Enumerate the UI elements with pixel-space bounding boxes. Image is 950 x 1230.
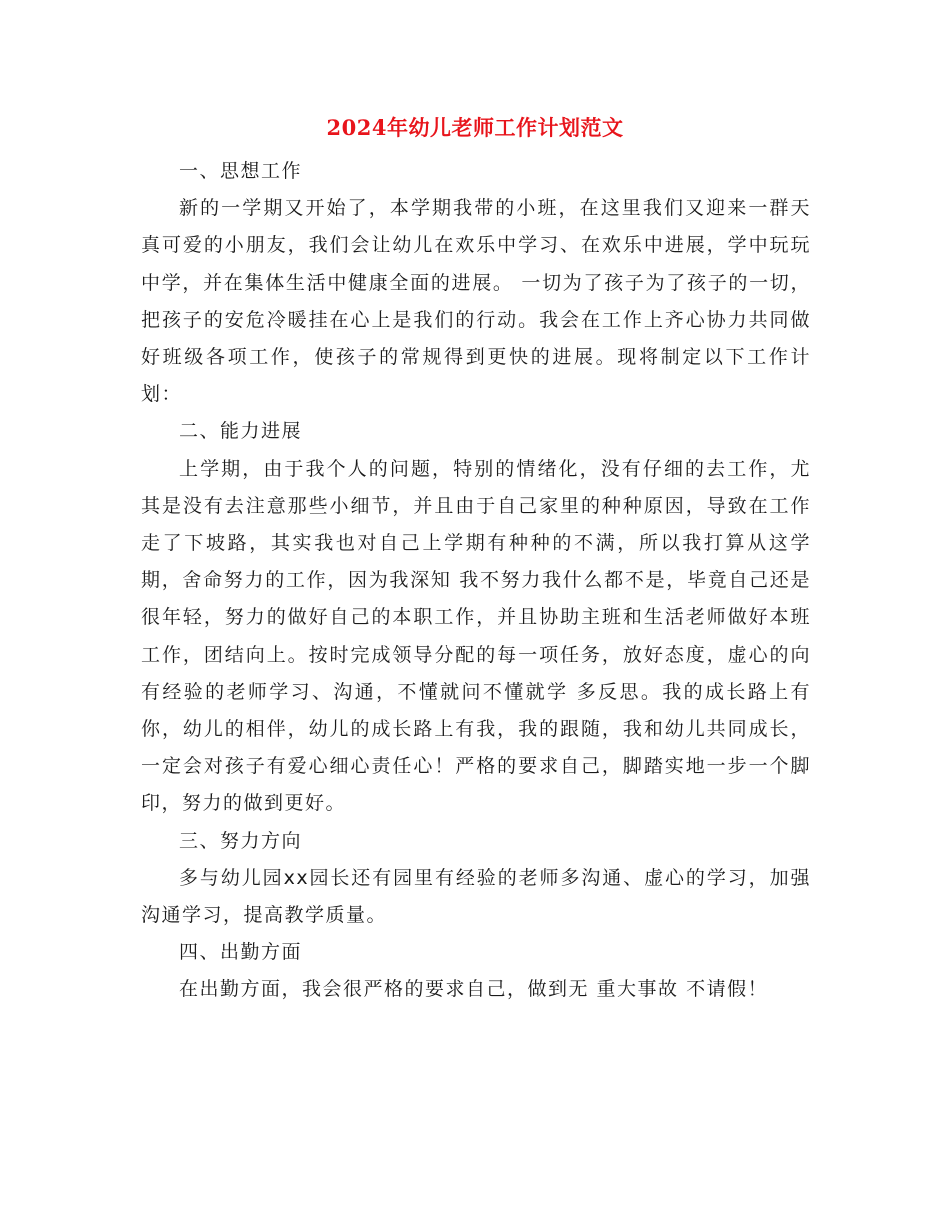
paragraph-effort-direction: 多与幼儿园xx园长还有园里有经验的老师多沟通、虚心的学习，加强沟通学习，提高教学质量。 [141,866,811,927]
document-title: 2024年幼儿老师工作计划范文 [326,115,624,140]
paragraph-attendance: 在出勤方面，我会很严格的要求自己，做到无 重大事故 不请假！ [179,978,769,1001]
section-heading-ability-progress: 二、能力进展 [179,420,303,443]
paragraph-thought-work: 新的一学期又开始了，本学期我带的小班，在这里我们又迎来一群天真可爱的小朋友，我们会让幼儿在欢乐中学习、在欢乐中进展，学中玩玩中学，并在集体生活中健康全面的进展。 一切为了孩子为了孩子的一切，把孩子的安危冷暖挂在心上是我们的行动。我会在工作上齐心协力共同做好班级各项工作，使孩子的常规得到更快的进展。现将制定以下工作计划： [141,197,811,406]
section-heading-thought-work: 一、思想工作 [179,160,303,182]
paragraph-ability-progress: 上学期，由于我个人的问题，特别的情绪化，没有仔细的去工作，尤其是没有去注意那些小细节，并且由于自己家里的种种原因，导致在工作走了下坡路，其实我也对自己上学期有种种的不满，所以我打算从这学期，舍命努力的工作，因为我深知 我不努力我什么都不是，毕竟自己还是很年轻，努力的做好自己的本职工作，并且协助主班和生活老师做好本班工作，团结向上。按时完成领导分配的每一项任务，放好态度，虚心的向有经验的老师学习、沟通，不懂就问不懂就学 多反思。我的成长路上有你，幼儿的相伴，幼儿的成长路上有我，我的跟随，我和幼儿共同成长，一定会对孩子有爱心细心责任心！严格的要求自己，脚踏实地一步一个脚印，努力的做到更好。 [141,457,811,815]
section-heading-attendance: 四、出勤方面 [179,941,303,964]
section-heading-effort-direction: 三、努力方向 [179,829,303,852]
document-body [141,153,811,1009]
